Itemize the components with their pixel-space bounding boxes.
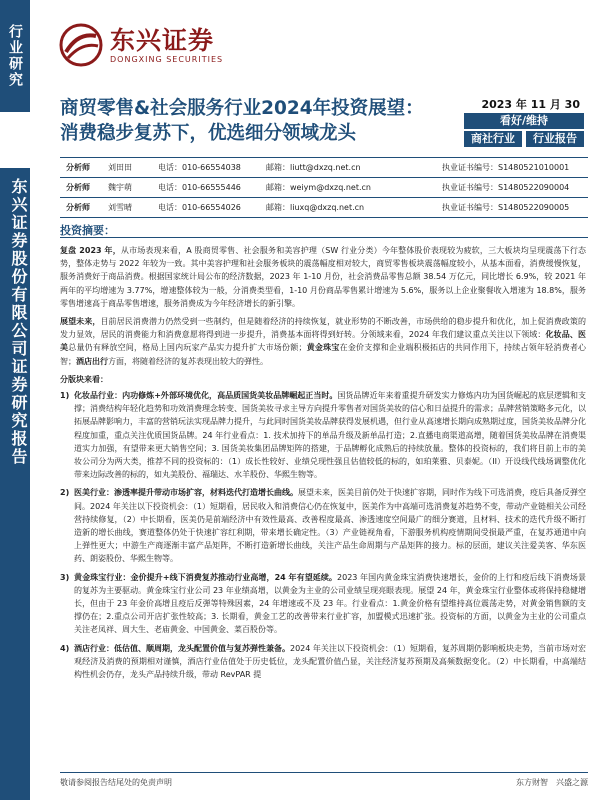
rating-badge: 看好/维持 bbox=[464, 113, 584, 129]
analyst-table bbox=[60, 157, 588, 218]
analyst-email[interactable]: 邮箱：liutt@dxzq.net.cn bbox=[266, 163, 361, 172]
abstract-divider bbox=[60, 237, 588, 238]
footer-slogan: 东方财智 兴盛之源 bbox=[516, 778, 588, 787]
outlook-highlight: 黄金珠宝 bbox=[306, 343, 340, 353]
analyst-cert: 执业证书编号：S1480521010001 bbox=[442, 163, 570, 172]
review-paragraph bbox=[60, 244, 586, 310]
analyst-label: 分析师 bbox=[66, 203, 90, 212]
analyst-cert: 执业证书编号：S1480522090005 bbox=[442, 203, 570, 212]
item-number: 2) bbox=[60, 488, 70, 498]
analyst-phone: 电话：010-66555446 bbox=[158, 183, 241, 192]
tag-report-type: 行业报告 bbox=[526, 131, 584, 147]
analyst-email[interactable]: 邮箱：weiym@dxzq.net.cn bbox=[266, 183, 371, 192]
analyst-name: 刘田田 bbox=[108, 163, 132, 172]
item-lead: 黄金珠宝行业：金价提升+线下消费复苏推动行业高增，24 年有望延续。 bbox=[74, 572, 338, 582]
outlook-text: 在金价支撑和企业端积极拓店的共同作用下，持续占领年轻消费者心智； bbox=[60, 343, 587, 366]
report-title: 商贸零售&社会服务行业2024年投资展望：消费稳步复苏下，优选细分领域龙头 bbox=[60, 98, 424, 144]
outlook-text: 总量仍有释放空间，格局上国内玩家产品实力提升扩大市场份额； bbox=[68, 343, 307, 353]
outlook-text: 方面，将随着经济的复苏表现出较大的弹性。 bbox=[108, 356, 268, 366]
item-text: 国货品牌近年来着重提升研发实力修炼内功为国货崛起的底层逻辑和支撑；消费结构年轻化趋势和功效消费理念转变、国货美妆寻求主导方向提升零售者对国货美妆的信心和日益提升的需求；品牌营销策略多元化，以拓展品牌影响力，丰富的营销玩法实现品牌力提升，与此同时国货美妆品牌获得发展机遇，但行业从高速增长期向成熟期过度，国货美妆品牌分化程度加重，重点关注优质国货品牌。24 年行业看点：1. 技术加持下的单品升级及新单品打造；2.直播电商渠道高增，随着国货美妆品牌在消费渠道实力加强，有望带来更大销售空间；3. 国货美妆集团品牌矩阵的搭建，于品牌孵化成熟后的持续放量。整体的投资标的，我们将目前上市的美妆公司分为两大类，推荐不同的投资标的：（1）成长性较好、业绩兑现性强且估值较低的标的，如珀莱雅、贝泰妮。（II）开设线代线场调整优化带来边际改善的标的，如丸美股份、福瑞达、水羊股份、华熙生物等。 bbox=[74, 391, 587, 480]
logo-mark-icon bbox=[58, 22, 104, 68]
analyst-label: 分析师 bbox=[66, 183, 90, 192]
analyst-row bbox=[60, 158, 588, 178]
analyst-row bbox=[60, 178, 588, 198]
item-lead: 化妆品行业：内功修炼+外部环境优化，高品质国货美妆品牌崛起正当时。 bbox=[74, 391, 338, 401]
review-lead: 复盘 2023 年， bbox=[60, 246, 121, 255]
item-lead: 医美行业：渗透率提升带动市场扩容，材料迭代打造增长曲线。 bbox=[74, 488, 298, 498]
company-logo bbox=[58, 20, 223, 70]
item-number: 3) bbox=[60, 572, 70, 582]
sidebar-top-label: 行业研究 bbox=[0, 0, 30, 112]
list-item bbox=[60, 571, 586, 637]
outlook-highlight: 化妆品、医美 bbox=[60, 330, 587, 353]
analyst-label: 分析师 bbox=[66, 163, 90, 172]
item-text: 展望未来，医美目前仍处于快速扩容期，同时作为线下可选消费，疫后具备反弹空间。2024 年关注以下投资机会：（1）短期看，居民收入和消费信心仍在恢复中，医美作为中高端可选消费复苏趋势不变，带动产业链相关公司经营持续修复，（2）中长期看，医美仍是前端经济中有效性最高、改善程度最高、渗透速度空间最广的细分赛道，且材料、技术的迭代升级不断打造新的增长曲线，赛道整体仍处于快速扩容红利期，带来增长确定性。（3）产业链视角看，下游服务机构疫情期间受损最严重，在复苏通道中向上弹性更大；中游生产商逐渐丰富产品矩阵，不断打造新增长曲线，关注产品生命周期与产品矩阵的接力。标的层面，建议关注爱美客、华东医药、朗姿股份、华熙生物等。 bbox=[74, 488, 586, 564]
sidebar bbox=[0, 0, 30, 800]
analyst-cert: 执业证书编号：S1480522090004 bbox=[442, 183, 570, 192]
outlook-lead: 展望未来， bbox=[60, 317, 101, 327]
footer-disclaimer: 敬请参阅报告结尾处的免责声明 bbox=[60, 778, 172, 787]
item-number: 1) bbox=[60, 391, 70, 401]
sidebar-bottom-label: 东兴证券股份有限公司证券研究报告 bbox=[9, 178, 28, 466]
analyst-name: 刘雪晴 bbox=[108, 203, 132, 212]
tag-industry: 商社行业 bbox=[464, 131, 522, 147]
sidebar-gap bbox=[0, 112, 30, 168]
outlook-highlight: 酒店出行 bbox=[76, 356, 108, 366]
analyst-phone: 电话：010-66554026 bbox=[158, 203, 241, 212]
review-text: 从市场表现来看，A 股商贸零售、社会服务和美容护理（SW 行业分类）今年整体股价表现较为疲软，三大板块均呈现震荡下行态势，整体走势与 2022 年较为一致。其中美容护理和社会服务板块的震荡幅度相对较大，商贸零售板块震荡幅度较小，从基本面看，消费缓慢恢复，服务消费好于商品消费。根据国家统计局公布的经济数据，2023 年 1-10 月份，社会消费品零售总额 38.54 万亿元，同比增长 6.9%，较 2021 年两年的平均增速为 3.77%，增速整体较为一般，分消费类型看，1-10 月份商品零售累计增速为 5.6%，服务以上企业聚餐收入增速为 18.8%，服务零售增速高于商品零售增速，服务消费成为今年经济增长的新引擎。 bbox=[60, 246, 586, 308]
item-text: 2023 年国内黄金珠宝消费快速增长，金价的上行和疫后线下消费场景的复苏为主要驱动。黄金珠宝行业公司 23 年业绩高增，以黄金为主业的公司业绩呈现亮眼表现。展望 24 年，黄金珠宝行业整体或将保持稳健增长，但由于 23 年金价高增且疫后反弹等特殊因素，24 年增速或不及 23 年。行业看点：1.黄金价格有望维持高位震荡走势，对黄金销售额的支撑仍在；2.重点公司开店扩张性较高；3. 长期看，黄金工艺的改善带来行业扩容，加盟模式迅速扩张。投资标的方面，以黄金为主业的公司重点关注老凤祥、周大生、老庙黄金、中国黄金、菜百股份等。 bbox=[74, 572, 587, 635]
report-date: 2023 年 11 月 30 bbox=[481, 98, 580, 111]
outlook-paragraph bbox=[60, 315, 586, 368]
abstract-title: 投资摘要： bbox=[60, 224, 115, 237]
list-item bbox=[60, 642, 586, 682]
logo-name-cn: 东兴证券 bbox=[110, 25, 215, 55]
analyst-row bbox=[60, 198, 588, 218]
sidebar-bottom-block bbox=[0, 168, 30, 800]
abstract-body bbox=[60, 244, 586, 686]
segments-heading: 分版块来看： bbox=[60, 374, 108, 384]
item-number: 4) bbox=[60, 643, 70, 653]
item-text: 2024 年关注以下投资机会：（1）短期看，复苏周期仍影响板块走势，当前市场对宏观经济及消费的预期相对谨慎，酒店行业估值处于历史低位，龙头配置价值凸显，关注经济复苏预期及高频数据变化。（2）中长期看，中高端结构性机会仍存，龙头产品持续升级，带动 RevPAR 提 bbox=[74, 643, 586, 680]
analyst-phone: 电话：010-66554038 bbox=[158, 163, 241, 172]
item-lead: 酒店行业：低估值、顺周期，龙头配置价值与复苏弹性兼备。 bbox=[74, 643, 290, 653]
list-item bbox=[60, 486, 586, 565]
analyst-email[interactable]: 邮箱：liuxq@dxzq.net.cn bbox=[266, 203, 365, 212]
analyst-name: 魏宇萌 bbox=[108, 183, 132, 192]
report-tags bbox=[464, 131, 584, 147]
outlook-text: 目前居民消费潜力仍然受到一些制约，但是随着经济的持续恢复，就业形势的不断改善，市场供给的稳步提升和优化，加上促消费政策的发力显效，居民的消费能力和消费意愿将得到进一步提升，消费基本面将得到好转。分领域来看，2024 年我们建议重点关注以下领域： bbox=[60, 317, 586, 340]
logo-name-en: DONGXING SECURITIES bbox=[110, 54, 224, 64]
list-item bbox=[60, 389, 586, 481]
page-footer bbox=[60, 772, 588, 788]
